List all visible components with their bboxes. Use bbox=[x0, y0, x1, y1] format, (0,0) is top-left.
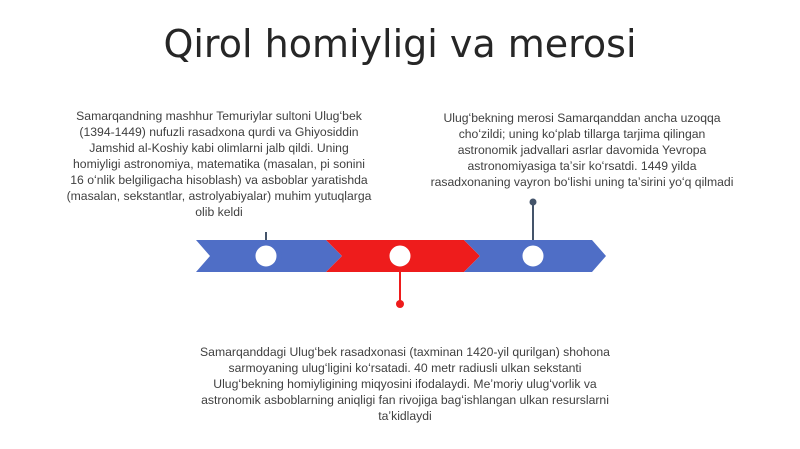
slide-title: Qirol homiyligi va merosi bbox=[163, 22, 637, 66]
milestone-marker-3 bbox=[520, 243, 546, 269]
text-line: astronomik asboblarning aniqligi fan rivojiga bagʻishlangan ulkan resurslarni bbox=[201, 393, 609, 407]
connector-dot-2 bbox=[396, 300, 404, 308]
text-line: Ulugʻbekning homiyligining miqyosini ifodalaydi. Meʼmoriy ulugʻvorlik va bbox=[213, 377, 597, 391]
text-line: Jamshid al-Koshiy kabi olimlarni jalb qildi. Uning bbox=[89, 141, 349, 155]
text-line: Ulugʻbekning merosi Samarqanddan ancha uzoqqa bbox=[443, 111, 721, 125]
connector-dot-3 bbox=[530, 199, 537, 206]
milestone-marker-2 bbox=[387, 243, 413, 269]
text-line: Samarqanddagi Ulugʻbek rasadxonasi (taxminan 1420-yil qurilgan) shohona bbox=[200, 345, 610, 359]
text-line: Samarqandning mashhur Temuriylar sultoni Ulugʻbek bbox=[76, 109, 362, 123]
text-line: 16 oʻnlik belgiligacha hisoblash) va asboblar yaratishda bbox=[70, 173, 368, 187]
text-line: rasadxonaning vayron boʻlishi uning taʼsirini yoʻq qilmadi bbox=[430, 175, 734, 189]
text-line: (1394-1449) nufuzli rasadxona qurdi va Ghiyosiddin bbox=[79, 125, 359, 139]
text-block-patronage bbox=[38, 108, 400, 220]
text-line: taʼkidlaydi bbox=[378, 409, 432, 423]
text-line: sarmoyaning ulugʻligini koʻrsatadi. 40 metr radiusli ulkan sekstanti bbox=[228, 361, 582, 375]
text-block-observatory bbox=[168, 344, 642, 424]
text-line: homiyligi astronomiya, matematika (masalan, pi sonini bbox=[73, 157, 365, 171]
text-line: (masalan, sekstantlar, astrolyabiyalar) muhim yutuqlarga bbox=[66, 189, 372, 203]
text-line: olib keldi bbox=[195, 205, 243, 219]
text-block-legacy bbox=[408, 110, 756, 190]
milestone-marker-1 bbox=[253, 243, 279, 269]
text-line: astronomik jadvallari asrlar davomida Yevropa bbox=[457, 143, 707, 157]
text-line: choʻzildi; uning koʻplab tillarga tarjima qilingan bbox=[458, 127, 706, 141]
text-line: astronomiyasiga taʼsir koʻrsatdi. 1449 yilda bbox=[467, 159, 697, 173]
